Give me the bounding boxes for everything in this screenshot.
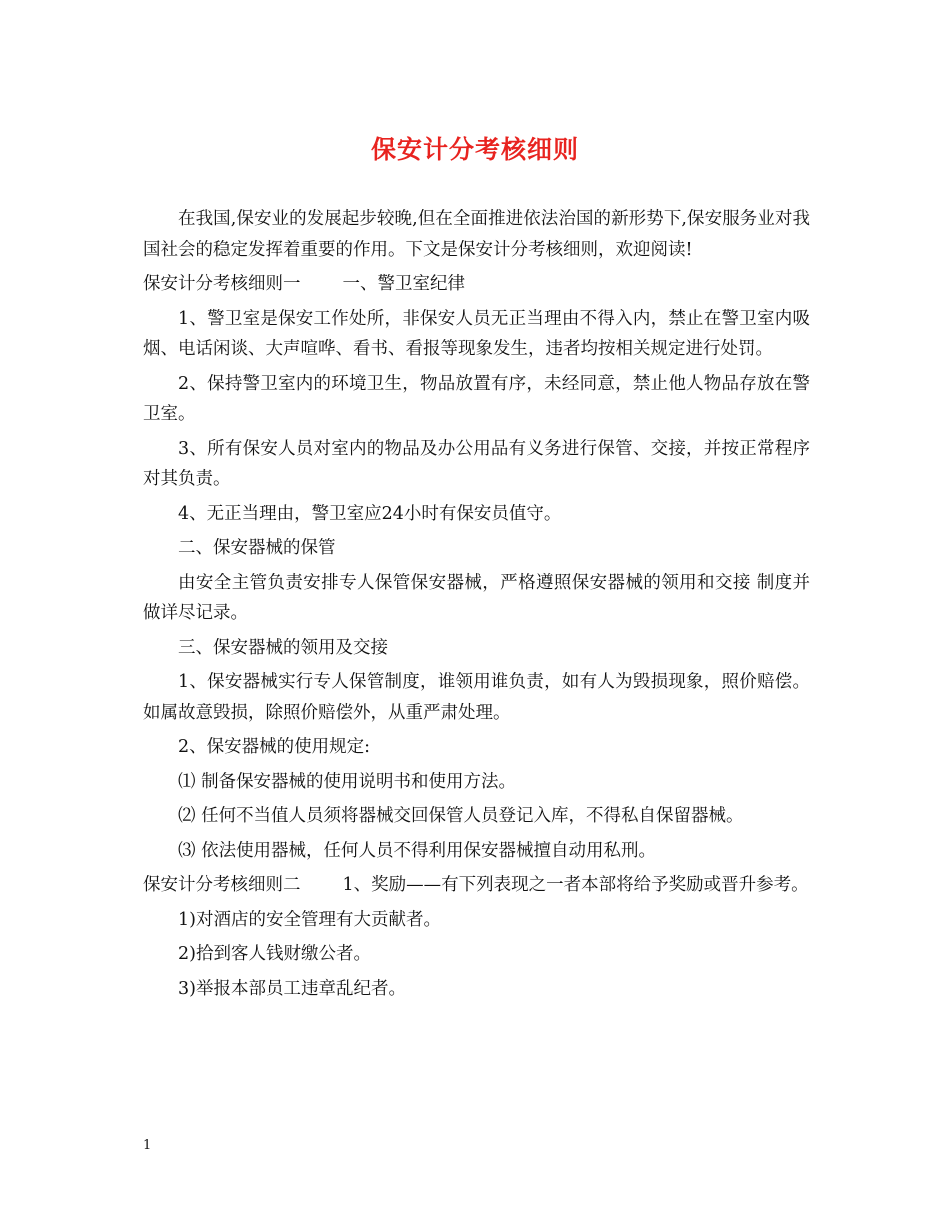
paragraph: 3、所有保安人员对室内的物品及办公用品有义务进行保管、交接，并按正常程序对其负责。 (143, 438, 810, 489)
paragraph: 2、保安器械的使用规定: (178, 737, 371, 757)
section-subheading: 一、警卫室纪律 (342, 274, 465, 294)
paragraph: 4、无正当理由，警卫室应24小时有保安员值守。 (178, 503, 562, 524)
document-title: 保安计分考核细则 (370, 135, 579, 164)
section-heading-2 (143, 870, 810, 901)
paragraph: 2、保持警卫室内的环境卫生，物品放置有序，未经同意，禁止他人物品存放在警卫室。 (143, 373, 810, 424)
paragraph: 由安全主管负责安排专人保管保安器械，严格遵照保安器械的领用和交接 制度并做详尽记录。 (143, 572, 810, 623)
list-item: 1)对酒店的安全管理有大贡献者。 (178, 909, 441, 930)
paragraph: 1、警卫室是保安工作处所，非保安人员无正当理由不得入内，禁止在警卫室内吸烟、电话闲谈、大声喧哗、看书、看报等现象发生，违者均按相关规定进行处罚。 (143, 308, 810, 359)
list-item: 2)拾到客人钱财缴公者。 (178, 944, 371, 964)
list-item: ⑵ 任何不当值人员须将器械交回保管人员登记入库，不得私自保留器械。 (178, 806, 744, 826)
list-item: ⑶ 依法使用器械，任何人员不得利用保安器械擅自动用私刑。 (178, 840, 657, 861)
list-item: 3)举报本部员工违章乱纪者。 (178, 978, 406, 999)
document-body (143, 204, 810, 1008)
section-heading-1 (143, 269, 810, 300)
paragraph: 1、保安器械实行专人保管制度，谁领用谁负责，如有人为毁损现象，照价赔偿。如属故意毁损，除照价赔偿外，从重严肃处理。 (143, 672, 810, 723)
subheading: 三、保安器械的领用及交接 (178, 637, 388, 658)
section-label: 保安计分考核细则二 (143, 875, 301, 895)
section-label: 保安计分考核细则一 (143, 274, 301, 294)
subheading: 二、保安器械的保管 (178, 538, 336, 558)
section-subheading: 1、奖励——有下列表现之一者本部将给予奖励或晋升参考。 (342, 875, 809, 895)
list-item: ⑴ 制备保安器械的使用说明书和使用方法。 (178, 771, 517, 792)
page-number: 1 (143, 1138, 152, 1153)
intro-paragraph: 在我国,保安业的发展起步较晚,但在全面推进依法治国的新形势下,保安服务业对我国社会的稳定发挥着重要的作用。下文是保安计分考核细则，欢迎阅读! (143, 209, 810, 260)
